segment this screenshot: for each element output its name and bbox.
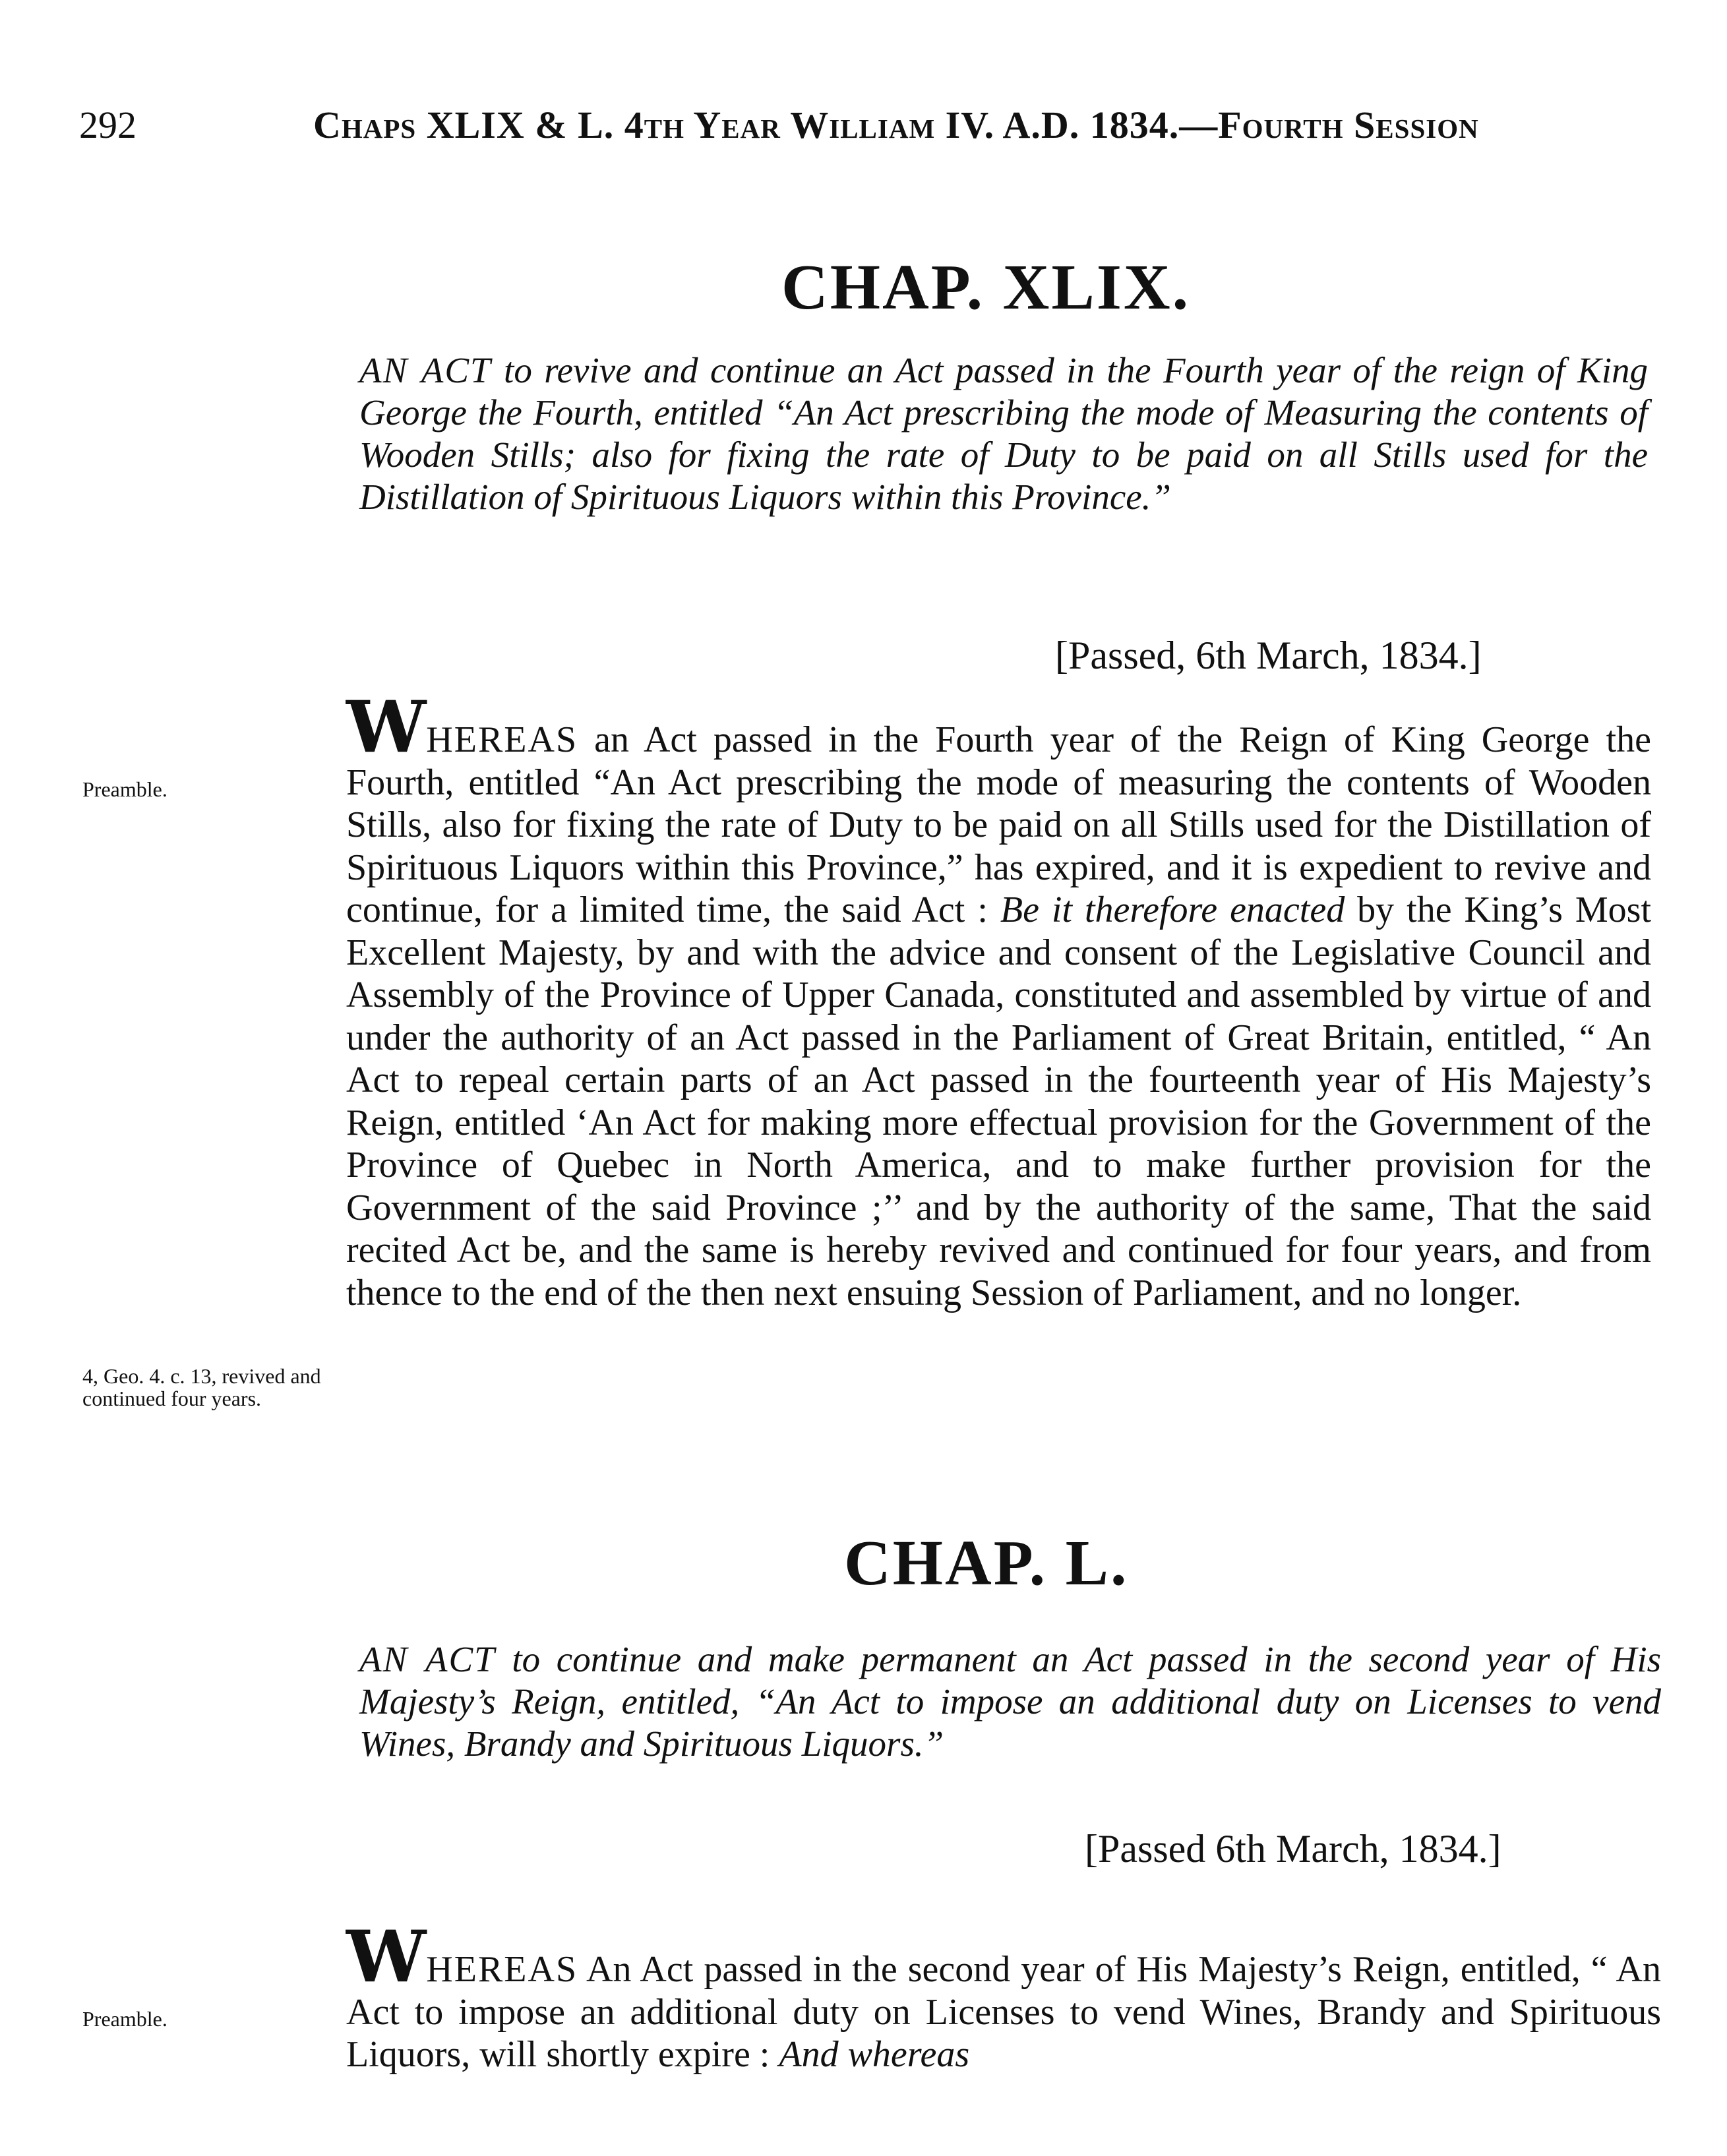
running-head bbox=[79, 99, 1661, 152]
passed-date: [Passed, 6th March, 1834.] bbox=[1055, 634, 1482, 677]
paragraph-text: an Act passed in the Fourth year of the Reign of King George the Fourth, entitled “An Act prescribing the mode of measuring the contents of Wooden Stills, also for fixing the rate of Duty to be paid on all Stills used for the Distillation of Spirituous Liquors within this Province,” has expired, and it is expedient to revive and continue, for a limited time, the said Act : bbox=[346, 719, 1651, 930]
act-title bbox=[359, 1638, 1661, 1765]
act-title-lead: AN ACT bbox=[359, 1639, 496, 1679]
act-body-paragraph bbox=[346, 1915, 1661, 2076]
act-title bbox=[359, 349, 1648, 518]
act-title-text: to continue and make permanent an Act passed in the second year of His Majesty’s Reign, entitled, “An Act to impose an additional duty on Licenses to vend Wines, Brandy and Spirituous Liquors.” bbox=[359, 1639, 1662, 1764]
opening-word: HEREAS bbox=[426, 719, 578, 760]
paragraph-text: An Act passed in the second year of His Majesty’s Reign, entitled, “ An Act to impose an additional duty on Licenses to vend Wines, Brandy and Spirituous Liquors, will shortly expire : bbox=[346, 1949, 1661, 2075]
opening-word: HEREAS bbox=[426, 1949, 578, 1990]
transition-phrase: And whereas bbox=[779, 2034, 970, 2075]
drop-cap: W bbox=[346, 686, 427, 769]
act-body-paragraph bbox=[346, 686, 1651, 1314]
margin-note-preamble: Preamble. bbox=[82, 777, 167, 801]
chapter-heading: CHAP. L. bbox=[844, 1528, 1129, 1599]
act-title-text: to revive and continue an Act passed in the Fourth year of the reign of King George the Fourth, entitled “An Act prescribing the mode of Measuring the contents of Wooden Stills; also for fixing the rate of Duty to be paid on all Stills used for the Distillation of Spirituous Liquors within this Province.” bbox=[359, 350, 1648, 517]
margin-note-revived: 4, Geo. 4. c. 13, revived and continued four years. bbox=[82, 1364, 321, 1410]
paragraph-text-continued: by the King’s Most Excellent Majesty, by and with the advice and consent of the Legislative Council and Assembly of the Province of Upper Canada, constituted and assembled by virtue of and under the authority of an Act passed in the Parliament of Great Britain, entitled, “ An Act to repeal certain parts of an Act passed in the fourteenth year of His Majesty’s Reign, entitled ‘An Act for making more effectual provision for the Government of the Province of Quebec in North America, and to make further provision for the Government of the said Province ;’’ and by the authority of the same, That the said recited Act be, and the same is hereby revived and continued for four years, and from thence to the end of the then next ensuing Session of Parliament, and no longer. bbox=[346, 889, 1651, 1313]
passed-date: [Passed 6th March, 1834.] bbox=[1085, 1827, 1501, 1871]
margin-note-preamble: Preamble. bbox=[82, 2007, 167, 2031]
running-head-title: Chaps XLIX & L. 4th Year William IV. A.D. 1834.—Fourth Session bbox=[313, 104, 1479, 146]
enacting-phrase: Be it therefore enacted bbox=[1000, 889, 1345, 930]
page-number: 292 bbox=[79, 104, 136, 146]
drop-cap: W bbox=[346, 1915, 427, 1998]
act-title-lead: AN ACT bbox=[359, 350, 492, 390]
chapter-heading: CHAP. XLIX. bbox=[781, 252, 1191, 323]
